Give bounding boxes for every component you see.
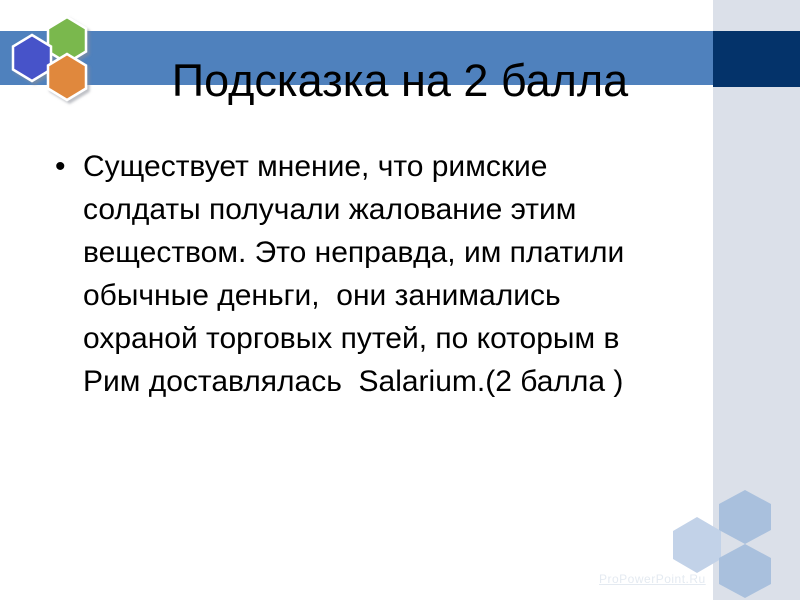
slide-title: Подсказка на 2 балла xyxy=(171,55,629,106)
pale-blue-hexagon-icon xyxy=(673,517,721,573)
bullet-text-line: обычные деньги, они занимались xyxy=(83,279,561,312)
slide-body xyxy=(55,145,745,403)
bullet-text-line: охраной торговых путей, по которым в xyxy=(83,322,620,355)
bullet-text xyxy=(83,145,745,403)
bullet-marker: • xyxy=(55,150,66,183)
bullet-text-line: солдаты получали жалование этим xyxy=(83,193,577,226)
light-blue-hexagon-icon xyxy=(719,490,771,544)
bullet-text-line: веществом. Это неправда, им платили xyxy=(83,236,625,269)
bullet-text-line: Существует мнение, что римские xyxy=(83,150,548,183)
light-blue-hexagon-icon xyxy=(719,544,771,598)
watermark: ProPowerPoint.Ru xyxy=(599,572,706,586)
bullet-text-line: Рим доставлялась Salarium.(2 балла ) xyxy=(83,365,624,398)
